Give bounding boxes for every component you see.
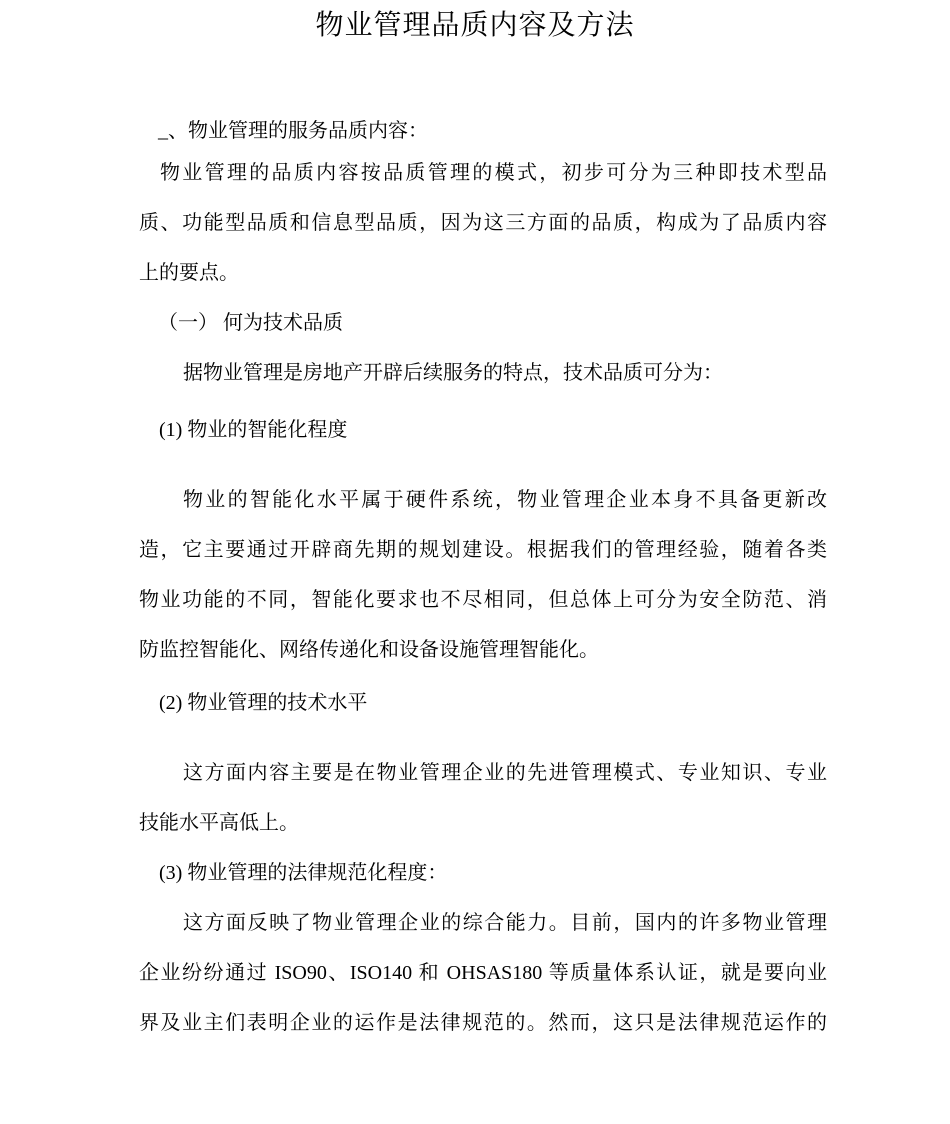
item-1-body-line-3: 物业功能的不同，智能化要求也不尽相同，但总体上可分为安全防范、消 xyxy=(139,589,827,611)
item-3-body-line-1: 这方面反映了物业管理企业的综合能力。目前，国内的许多物业管理 xyxy=(183,912,827,934)
item-2-body-line-2: 技能水平高低上。 xyxy=(139,812,299,834)
item-3-heading: (3) 物业管理的法律规范化程度： xyxy=(159,862,448,884)
subsection-heading: （一） 何为技术品质 xyxy=(158,312,343,334)
item-1-body-line-4: 防监控智能化、网络传递化和设备设施管理智能化。 xyxy=(139,639,599,661)
item-2-heading: (2) 物业管理的技术水平 xyxy=(159,692,368,714)
subsection-lead: 据物业管理是房地产开辟后续服务的特点，技术品质可分为： xyxy=(183,362,723,384)
intro-line-2: 质、功能型品质和信息型品质，因为这三方面的品质，构成为了品质内容 xyxy=(139,212,827,234)
item-1-body-line-2: 造，它主要通过开辟商先期的规划建设。根据我们的管理经验，随着各类 xyxy=(139,539,827,561)
intro-line-1: 物业管理的品质内容按品质管理的模式，初步可分为三种即技术型品 xyxy=(160,162,827,184)
item-3-body-line-2: 企业纷纷通过 ISO90、ISO140 和 OHSAS180 等质量体系认证，就是要向业 xyxy=(139,962,827,984)
item-3-body-line-3: 界及业主们表明企业的运作是法律规范的。然而，这只是法律规范运作的 xyxy=(139,1012,827,1034)
item-1-heading: (1) 物业的智能化程度 xyxy=(159,419,348,441)
intro-line-3: 上的要点。 xyxy=(139,262,239,284)
document-title: 物业管理品质内容及方法 xyxy=(315,10,635,41)
item-1-body-line-1: 物业的智能化水平属于硬件系统，物业管理企业本身不具备更新改 xyxy=(183,489,827,511)
section-heading: _、物业管理的服务品质内容： xyxy=(158,120,428,142)
item-2-body-line-1: 这方面内容主要是在物业管理企业的先进管理模式、专业知识、专业 xyxy=(183,762,827,784)
